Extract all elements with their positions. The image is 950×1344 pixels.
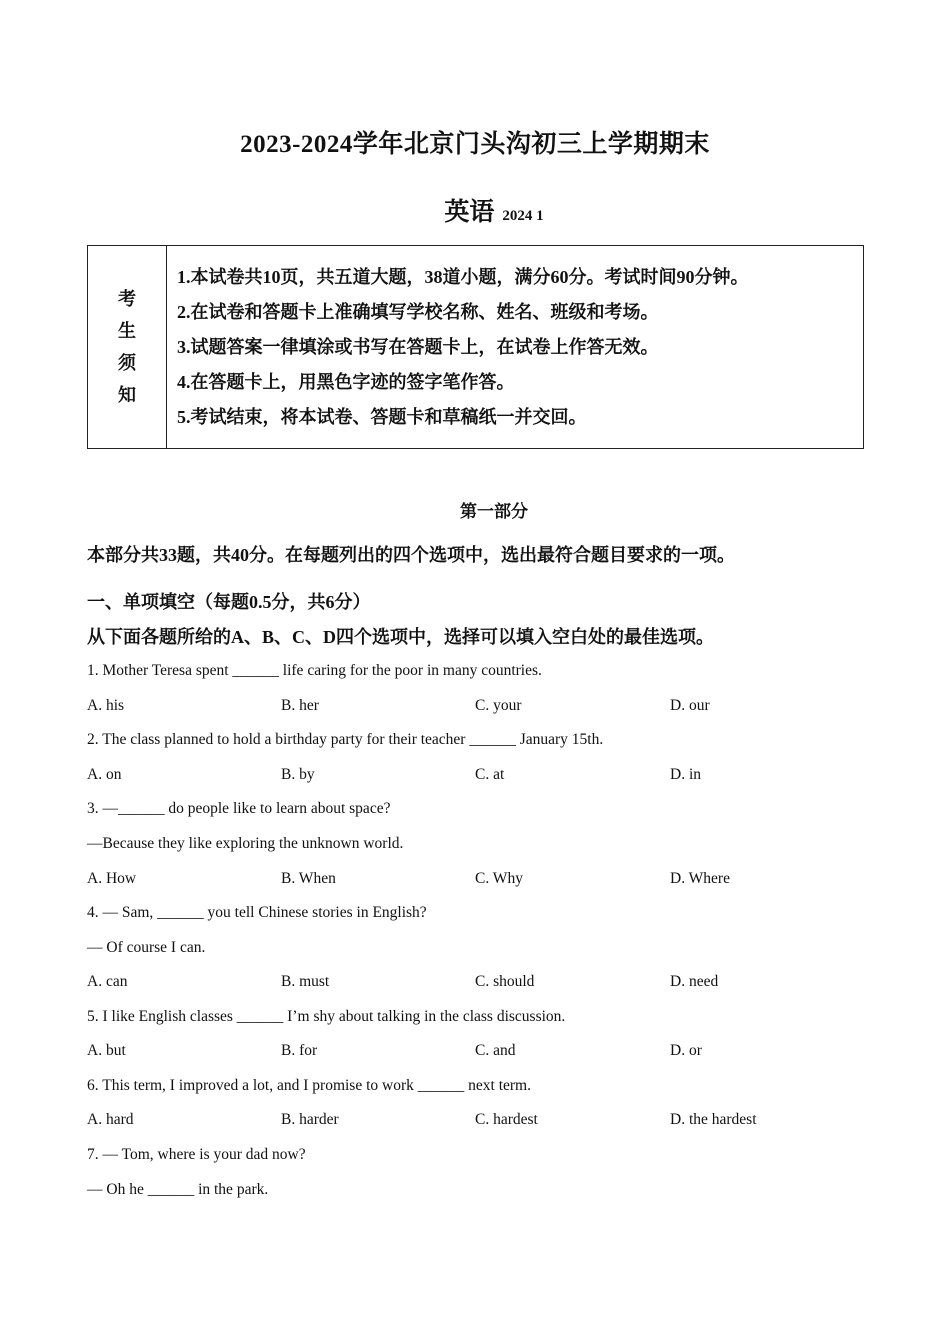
exam-notice-box <box>87 245 864 449</box>
option-c: C. and <box>475 1042 516 1059</box>
notice-label <box>88 246 167 448</box>
question-line: 5. I like English classes ______ I’m shy about talking in the class discussion. <box>87 1008 566 1025</box>
option-a: A. on <box>87 766 122 783</box>
option-a: A. but <box>87 1042 126 1059</box>
notice-label-char: 考 <box>118 289 136 309</box>
option-b: B. her <box>281 697 319 714</box>
notice-items <box>167 246 749 448</box>
question-line: 6. This term, I improved a lot, and I promise to work ______ next term. <box>87 1077 531 1094</box>
option-b: B. for <box>281 1042 318 1059</box>
part-intro: 本部分共33题，共40分。在每题列出的四个选项中，选出最符合题目要求的一项。 <box>87 545 735 565</box>
question-line: 4. — Sam, ______ you tell Chinese stories in English? <box>87 904 427 921</box>
option-a: A. can <box>87 973 128 990</box>
option-a: A. How <box>87 870 137 887</box>
option-a: A. hard <box>87 1111 134 1128</box>
option-b: B. When <box>281 870 336 887</box>
option-d: D. in <box>670 766 701 783</box>
question-line: — Oh he ______ in the park. <box>87 1181 269 1198</box>
notice-item: 1.本试卷共10页，共五道大题，38道小题，满分60分。考试时间90分钟。 <box>177 267 749 287</box>
notice-label-char: 知 <box>118 385 136 405</box>
exam-title: 2023-2024学年北京门头沟初三上学期期末 <box>240 131 710 158</box>
subject-line <box>0 192 950 228</box>
notice-item: 5.考试结束，将本试卷、答题卡和草稿纸一并交回。 <box>177 407 587 427</box>
notice-item: 4.在答题卡上，用黑色字迹的签字笔作答。 <box>177 372 515 392</box>
section-title: 一、单项填空（每题0.5分，共6分） <box>87 592 371 612</box>
option-c: C. Why <box>475 870 523 887</box>
subject-name: 英语 <box>444 199 495 226</box>
notice-label-char: 生 <box>118 321 136 341</box>
option-a: A. his <box>87 697 125 714</box>
option-c: C. hardest <box>475 1111 538 1128</box>
exam-date: 2024 1 <box>502 208 544 224</box>
option-c: C. at <box>475 766 505 783</box>
question-line: 3. —______ do people like to learn about space? <box>87 800 391 817</box>
option-d: D. our <box>670 697 710 714</box>
option-d: D. the hardest <box>670 1111 757 1128</box>
question-line: 1. Mother Teresa spent ______ life caring for the poor in many countries. <box>87 662 542 679</box>
part-heading: 第一部分 <box>460 502 528 521</box>
notice-item: 3.试题答案一律填涂或书写在答题卡上，在试卷上作答无效。 <box>177 337 659 357</box>
section-instruction: 从下面各题所给的A、B、C、D四个选项中，选择可以填入空白处的最佳选项。 <box>87 627 714 647</box>
option-b: B. harder <box>281 1111 339 1128</box>
question-line: —Because they like exploring the unknown world. <box>87 835 404 852</box>
question-line: 2. The class planned to hold a birthday party for their teacher ______ January 15th. <box>87 731 604 748</box>
option-d: D. or <box>670 1042 702 1059</box>
option-c: C. your <box>475 697 522 714</box>
option-d: D. Where <box>670 870 730 887</box>
notice-item: 2.在试卷和答题卡上准确填写学校名称、姓名、班级和考场。 <box>177 302 659 322</box>
option-d: D. need <box>670 973 719 990</box>
option-b: B. must <box>281 973 330 990</box>
option-c: C. should <box>475 973 535 990</box>
question-line: — Of course I can. <box>87 939 206 956</box>
notice-label-char: 须 <box>118 353 136 373</box>
option-b: B. by <box>281 766 315 783</box>
question-line: 7. — Tom, where is your dad now? <box>87 1146 306 1163</box>
